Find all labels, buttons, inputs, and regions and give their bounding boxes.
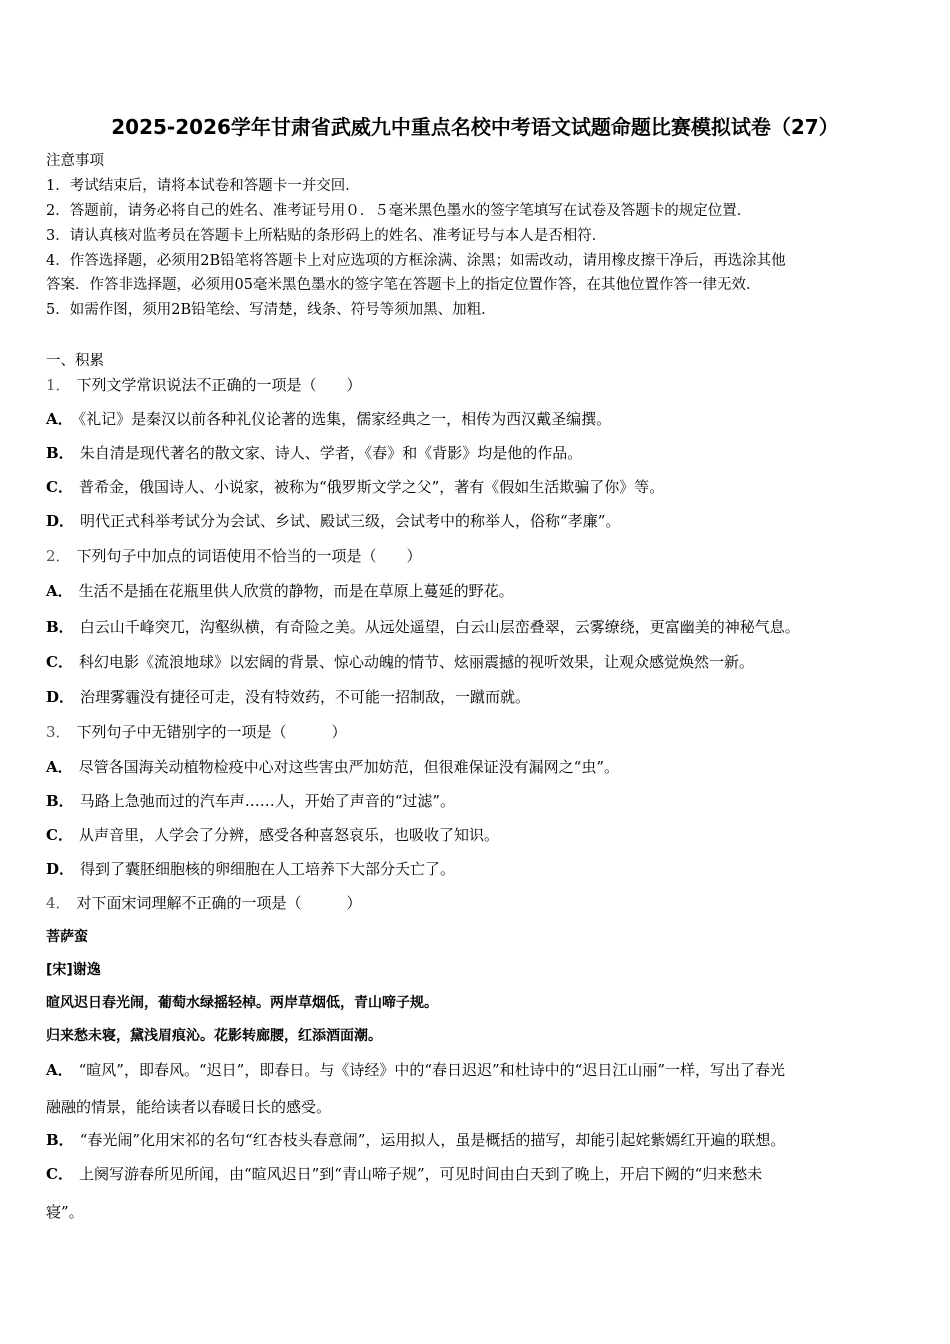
question-1 bbox=[46, 375, 908, 395]
q4-option-b bbox=[46, 1130, 908, 1150]
option-label: B． bbox=[46, 1131, 74, 1149]
q3-option-d bbox=[46, 859, 908, 879]
option-label: C． bbox=[46, 478, 73, 496]
option-label: D． bbox=[46, 512, 75, 530]
option-label: D． bbox=[46, 860, 75, 878]
q4-option-a-cont: 融融的情景，能给读者以春暖日长的感受。 bbox=[46, 1098, 332, 1116]
q1-option-c bbox=[46, 477, 908, 497]
option-text: “春光闹”化用宋祁的名句“红杏枝头春意闹”，运用拟人，虽是概括的描写，却能引起姹紫嫣红开遍的联想。 bbox=[79, 1131, 786, 1149]
option-text: 马路上急弛而过的汽车声……人，开始了声音的“过滤”。 bbox=[79, 792, 456, 810]
option-label: C． bbox=[46, 653, 73, 671]
option-text: 明代正式科举考试分为会试、乡试、殿试三级，会试考中的称举人，俗称“孝廉”。 bbox=[80, 512, 621, 530]
option-text: 生活不是插在花瓶里供人欣赏的静物，而是在草原上蔓延的野花。 bbox=[78, 582, 514, 600]
question-stem: 对下面宋词理解不正确的一项是（ ） bbox=[76, 894, 362, 912]
option-label: A． bbox=[46, 1061, 73, 1079]
q3-option-a bbox=[46, 757, 908, 777]
option-text: 尽管各国海关动植物检疫中心对这些害虫严加妨范，但很难保证没有漏网之“虫”。 bbox=[78, 758, 619, 776]
question-stem: 下列句子中加点的词语使用不恰当的一项是（ ） bbox=[76, 547, 422, 565]
option-label: B． bbox=[46, 618, 74, 636]
option-label: B． bbox=[46, 444, 74, 462]
question-number: 4． bbox=[46, 894, 71, 912]
option-text: 科幻电影《流浪地球》以宏阔的背景、惊心动魄的情节、炫丽震撼的视听效果，让观众感觉焕然一新。 bbox=[78, 653, 754, 671]
section-heading: 一、积累 bbox=[46, 353, 104, 369]
page-title: 2025-2026学年甘肃省武威九中重点名校中考语文试题命题比赛模拟试卷（27） bbox=[111, 115, 839, 139]
option-label: C． bbox=[46, 826, 73, 844]
notice-item-3: 3．请认真核对监考员在答题卡上所粘贴的条形码上的姓名、准考证号与本人是否相符． bbox=[46, 228, 607, 244]
q2-option-d bbox=[46, 687, 908, 707]
question-3 bbox=[46, 722, 908, 742]
option-label: C． bbox=[46, 1165, 73, 1183]
option-text: 白云山千峰突兀，沟壑纵横，有奇险之美。从远处遥望，白云山层峦叠翠，云雾缭绕，更富幽美的神秘气息。 bbox=[79, 618, 800, 636]
q1-option-a bbox=[46, 409, 908, 429]
q1-option-d bbox=[46, 511, 908, 531]
question-4 bbox=[46, 893, 908, 913]
option-text: 《礼记》是秦汉以前各种礼仪论著的选集，儒家经典之一，相传为西汉戴圣编撰。 bbox=[78, 410, 612, 428]
option-text: “暄风”，即春风。“迟日”，即春日。与《诗经》中的“春日迟迟”和杜诗中的“迟日江山丽”一样，写出了春光 bbox=[78, 1061, 785, 1079]
option-text: 上阕写游春所见所闻，由“暄风迟日”到“青山啼子规”，可见时间由白天到了晚上，开启下阙的“归来愁未 bbox=[78, 1165, 763, 1183]
option-text: 朱自清是现代著名的散文家、诗人、学者，《春》和《背影》均是他的作品。 bbox=[79, 444, 583, 462]
option-label: B． bbox=[46, 792, 74, 810]
option-label: A． bbox=[46, 582, 73, 600]
poem-line-2: 归来愁未寝，黛浅眉痕沁。花影转廊腰，红添酒面潮。 bbox=[46, 1028, 382, 1044]
q1-option-b bbox=[46, 443, 908, 463]
q3-option-b bbox=[46, 791, 908, 811]
question-stem: 下列文学常识说法不正确的一项是（ ） bbox=[76, 376, 362, 394]
option-text: 治理雾霾没有捷径可走，没有特效药，不可能一招制敌，一蹴而就。 bbox=[80, 688, 531, 706]
notice-item-5: 5．如需作图，须用2B铅笔绘、写清楚，线条、符号等须加黑、加粗． bbox=[46, 302, 496, 318]
option-text: 普希金，俄国诗人、小说家，被称为“俄罗斯文学之父”，著有《假如生活欺骗了你》等。 bbox=[78, 478, 665, 496]
q4-option-c bbox=[46, 1164, 908, 1184]
q2-option-b bbox=[46, 617, 908, 637]
notice-item-1: 1．考试结束后，请将本试卷和答题卡一并交回． bbox=[46, 178, 360, 194]
question-number: 1． bbox=[46, 376, 71, 394]
q2-option-a bbox=[46, 581, 908, 601]
question-2 bbox=[46, 546, 908, 566]
notice-item-4-cont: 答案．作答非选择题，必须用05毫米黑色墨水的签字笔在答题卡上的指定位置作答，在其他位置作答一律无效． bbox=[46, 277, 761, 293]
option-label: D． bbox=[46, 688, 75, 706]
notice-item-2: 2．答题前，请务必将自己的姓名、准考证号用０．５毫米黑色墨水的签字笔填写在试卷及答题卡的规定位置． bbox=[46, 203, 752, 219]
notice-item-4: 4．作答选择题，必须用2B铅笔将答题卡上对应选项的方框涂满、涂黑；如需改动，请用橡皮擦干净后，再选涂其他 bbox=[46, 253, 786, 269]
q3-option-c bbox=[46, 825, 908, 845]
q2-option-c bbox=[46, 652, 908, 672]
poem-author: [宋]谢逸 bbox=[46, 962, 101, 978]
q4-option-c-cont: 寝”。 bbox=[46, 1203, 84, 1221]
question-stem: 下列句子中无错别字的一项是（ ） bbox=[76, 723, 347, 741]
option-text: 从声音里，人学会了分辨，感受各种喜怒哀乐，也吸收了知识。 bbox=[78, 826, 499, 844]
poem-line-1: 暄风迟日春光闹，葡萄水绿摇轻棹。两岸草烟低，青山啼子规。 bbox=[46, 995, 438, 1011]
notice-heading: 注意事项 bbox=[46, 153, 104, 169]
question-number: 2． bbox=[46, 547, 71, 565]
q4-option-a bbox=[46, 1060, 908, 1080]
option-text: 得到了囊胚细胞核的卵细胞在人工培养下大部分夭亡了。 bbox=[80, 860, 456, 878]
option-label: A． bbox=[46, 410, 73, 428]
option-label: A． bbox=[46, 758, 73, 776]
poem-title: 菩萨蛮 bbox=[46, 929, 88, 945]
question-number: 3． bbox=[46, 723, 71, 741]
